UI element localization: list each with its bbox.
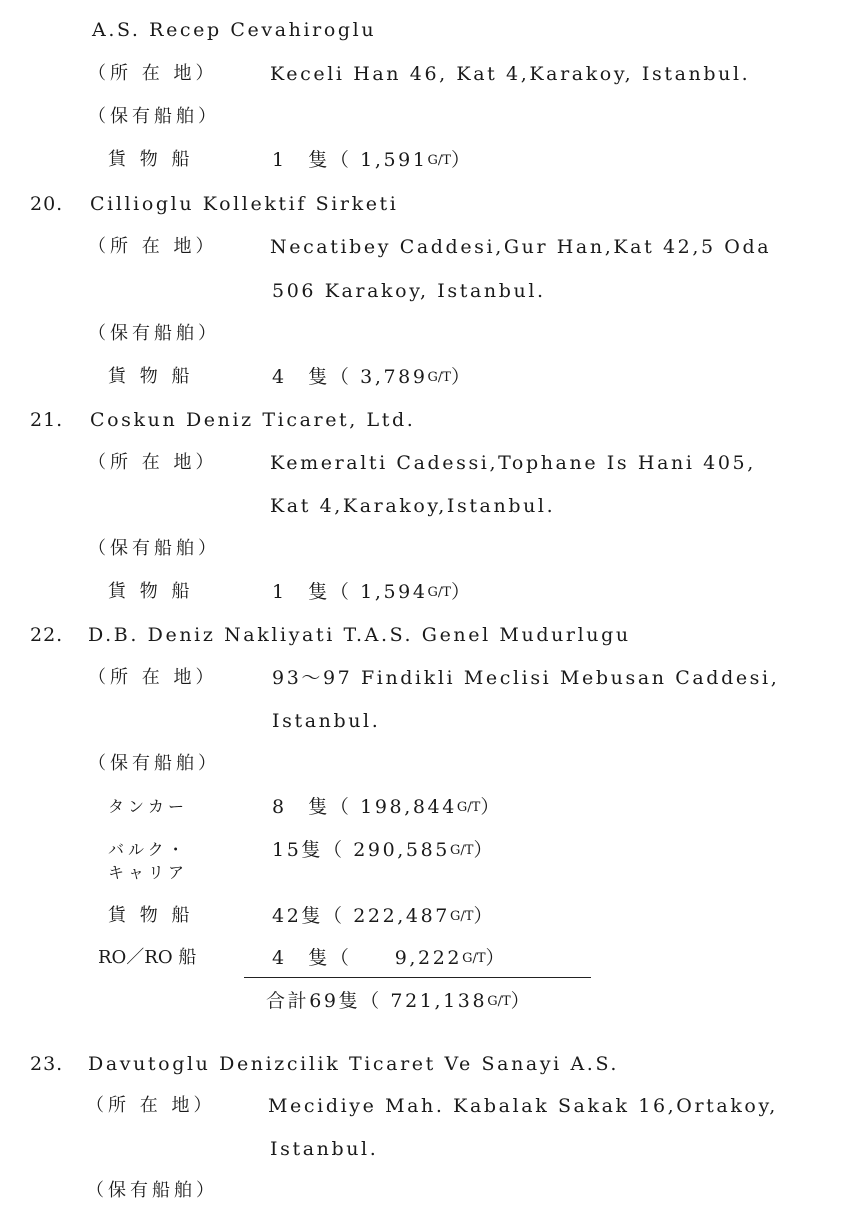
count-text: 8 隻（ 198,844 xyxy=(272,796,457,818)
company-name: Cillioglu Kollektif Sirketi xyxy=(90,193,399,215)
close-paren: ） xyxy=(510,990,533,1012)
close-paren: ） xyxy=(450,149,473,171)
fleet-label: （保有船舶） xyxy=(88,323,220,344)
location-label: （所 在 地） xyxy=(88,452,218,473)
count-text: 15隻（ 290,585 xyxy=(272,839,450,861)
company-name: Coskun Deniz Ticaret, Ltd. xyxy=(90,409,416,431)
location-label: （所 在 地） xyxy=(88,236,218,257)
fleet-total xyxy=(266,990,532,1013)
count-text: 4 隻（ 3,789 xyxy=(272,366,428,388)
ship-type: 貨 物 船 xyxy=(108,366,194,387)
company-name: Davutoglu Denizcilik Ticaret Ve Sanayi A.S. xyxy=(88,1053,620,1075)
ship-count xyxy=(272,905,495,928)
address-line: Istanbul. xyxy=(272,710,381,732)
count-text: 4 隻（ 9,222 xyxy=(272,947,463,969)
ship-count xyxy=(272,149,473,172)
address-line: Kat 4,Karakoy,Istanbul. xyxy=(270,495,556,517)
close-paren: ） xyxy=(473,839,496,861)
fleet-label: （保有船舶） xyxy=(88,753,220,774)
gt-unit: G/T xyxy=(427,585,451,600)
location-label: （所 在 地） xyxy=(88,667,218,688)
address-line: Mecidiye Mah. Kabalak Sakak 16,Ortakoy, xyxy=(268,1095,778,1117)
entry-number: 21. xyxy=(30,409,64,431)
ship-type: 貨 物 船 xyxy=(108,149,194,170)
address-line: Istanbul. xyxy=(270,1138,379,1160)
location-label: （所 在 地） xyxy=(86,1095,216,1116)
company-name: A.S. Recep Cevahiroglu xyxy=(92,19,377,41)
ship-type: タンカー xyxy=(108,797,189,816)
ship-count xyxy=(272,839,495,862)
address-line: 506 Karakoy, Istanbul. xyxy=(272,280,546,302)
gt-unit: G/T xyxy=(450,909,474,924)
address-line: Kemeralti Cadessi,Tophane Is Hani 405, xyxy=(270,452,756,474)
ship-count xyxy=(272,947,507,970)
total-text: 合計69隻（ 721,138 xyxy=(266,990,488,1012)
gt-unit: G/T xyxy=(462,951,486,966)
close-paren: ） xyxy=(450,581,473,603)
gt-unit: G/T xyxy=(427,153,451,168)
address-line: Keceli Han 46, Kat 4,Karakoy, Istanbul. xyxy=(270,63,751,85)
entry-number: 22. xyxy=(30,624,64,646)
ship-count xyxy=(272,581,473,604)
ship-type: 貨 物 船 xyxy=(108,905,194,926)
close-paren: ） xyxy=(485,947,508,969)
count-text: 42隻（ 222,487 xyxy=(272,905,450,927)
count-text: 1 隻（ 1,594 xyxy=(272,581,428,603)
ship-type-cont: キャリア xyxy=(108,863,189,882)
ship-type: RO／RO 船 xyxy=(98,947,197,968)
close-paren: ） xyxy=(480,796,502,818)
total-rule xyxy=(244,977,591,978)
location-label: （所 在 地） xyxy=(88,63,218,84)
gt-unit: G/T xyxy=(456,800,481,815)
ship-count xyxy=(272,796,502,819)
address-line: Necatibey Caddesi,Gur Han,Kat 42,5 Oda xyxy=(270,236,772,258)
gt-unit: G/T xyxy=(427,370,451,385)
close-paren: ） xyxy=(473,905,496,927)
count-text: 1 隻（ 1,591 xyxy=(272,149,428,171)
address-line: 93～97 Findikli Meclisi Mebusan Caddesi, xyxy=(272,667,780,689)
gt-unit: G/T xyxy=(450,843,474,858)
close-paren: ） xyxy=(450,366,473,388)
fleet-label: （保有船舶） xyxy=(86,1180,218,1201)
ship-count xyxy=(272,366,473,389)
ship-type: バルク・ xyxy=(108,840,188,859)
fleet-label: （保有船舶） xyxy=(88,538,220,559)
company-name: D.B. Deniz Nakliyati T.A.S. Genel Mudurlugu xyxy=(88,624,631,646)
entry-number: 23. xyxy=(30,1053,64,1075)
ship-type: 貨 物 船 xyxy=(108,581,194,602)
entry-number: 20. xyxy=(30,193,64,215)
fleet-label: （保有船舶） xyxy=(88,106,220,127)
gt-unit: G/T xyxy=(487,994,511,1009)
